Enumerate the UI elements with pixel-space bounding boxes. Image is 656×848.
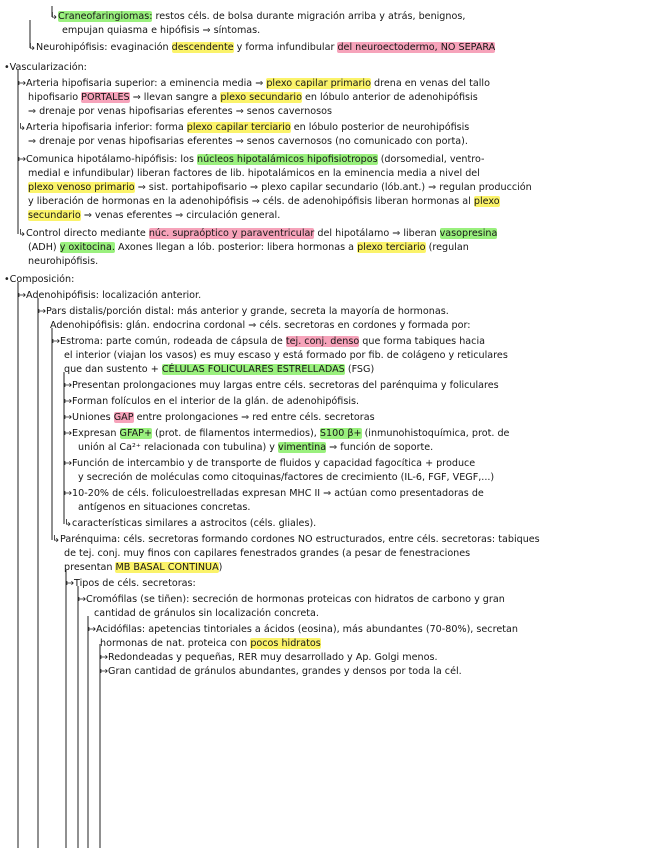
note-text: en lóbulo posterior de neurohipófisis bbox=[290, 122, 470, 133]
note-text: Forman folículos en el interior de la glán. de adenohipófisis. bbox=[72, 396, 360, 407]
note-text: ⇒ función de soporte. bbox=[326, 442, 434, 453]
note-line bbox=[0, 651, 652, 665]
note-line bbox=[0, 91, 652, 105]
bullet-arrow-icon: ↦ bbox=[18, 154, 27, 165]
bullet-arrow-icon: ↦ bbox=[100, 652, 109, 663]
note-line bbox=[0, 135, 652, 149]
note-text: (dorsomedial, ventro- bbox=[377, 154, 485, 165]
note-text: (ADH) bbox=[28, 242, 60, 253]
highlighted-term: núc. supraóptico y paraventricular bbox=[148, 228, 315, 239]
note-line bbox=[0, 577, 652, 591]
highlighted-term: plexo terciario bbox=[357, 242, 426, 253]
bullet-arrow-icon: ↦ bbox=[100, 666, 109, 677]
note-line bbox=[0, 427, 652, 441]
highlighted-term: S100 β+ bbox=[319, 428, 362, 439]
bullet-arrow-icon: ↦ bbox=[64, 396, 73, 407]
note-line bbox=[0, 665, 652, 679]
note-line bbox=[0, 471, 652, 485]
note-line bbox=[0, 153, 652, 167]
note-text: Neurohipófisis: evaginación bbox=[36, 42, 172, 53]
note-line bbox=[0, 607, 652, 621]
note-line bbox=[0, 623, 652, 637]
note-line bbox=[0, 61, 652, 75]
note-text: características similares a astrocitos (céls. gliales). bbox=[72, 518, 317, 529]
note-text: Composición: bbox=[9, 274, 75, 285]
note-line bbox=[0, 181, 652, 195]
note-line bbox=[0, 77, 652, 91]
note-text: el interior (viajan los vasos) es muy escaso y está formado por fib. de colágeno y reticulares bbox=[64, 350, 508, 361]
note-line bbox=[0, 561, 652, 575]
highlighted-term: secundario bbox=[28, 210, 81, 221]
highlighted-term: MB BASAL CONTINUA bbox=[115, 562, 219, 573]
note-text: Adenohipófisis: localización anterior. bbox=[26, 290, 202, 301]
note-text: Cromófilas (se tiñen): secreción de hormonas proteicas con hidratos de carbono y gran bbox=[86, 594, 505, 605]
note-text: Parénquima: céls. secretoras formando cordones NO estructurados, entre céls. secretoras: tabiques bbox=[60, 534, 540, 545]
note-line bbox=[0, 335, 652, 349]
highlighted-term: del neuroectodermo, NO SEPARA bbox=[337, 42, 496, 53]
note-line bbox=[0, 517, 652, 531]
note-text: (regulan bbox=[425, 242, 469, 253]
note-line bbox=[0, 319, 652, 333]
note-text: (prot. de filamentos intermedios), bbox=[152, 428, 320, 439]
note-text: Redondeadas y pequeñas, RER muy desarrollado y Ap. Golgi menos. bbox=[108, 652, 438, 663]
note-text: Adenohipófisis: glán. endocrina cordonal ⇒ céls. secretoras en cordones y formada por: bbox=[50, 320, 471, 331]
note-line bbox=[0, 241, 652, 255]
note-text: neurohipófisis. bbox=[28, 256, 99, 267]
note-text: Uniones bbox=[72, 412, 114, 423]
note-line bbox=[0, 547, 652, 561]
highlighted-term: plexo venoso primario bbox=[28, 182, 135, 193]
note-line bbox=[0, 121, 652, 135]
note-text: ⇒ drenaje por venas hipofisarias eferentes ⇒ senos cavernosos (no comunicado con porta). bbox=[28, 136, 468, 147]
bullet-arrow-icon: ↳ bbox=[18, 122, 27, 133]
bullet-arrow-icon: ↳ bbox=[64, 518, 73, 529]
note-text: (FSG) bbox=[344, 364, 375, 375]
note-text: Estroma: parte común, rodeada de cápsula de bbox=[60, 336, 286, 347]
highlighted-term: vimentina bbox=[278, 442, 327, 453]
note-line bbox=[0, 289, 652, 303]
note-text: entre prolongaciones ⇒ red entre céls. secretoras bbox=[133, 412, 375, 423]
note-line bbox=[0, 105, 652, 119]
highlighted-term: núcleos hipotalámicos hipofisiotropos bbox=[197, 154, 378, 165]
note-text: y secreción de moléculas como citoquinas/factores de crecimiento (IL-6, FGF, VEGF,...) bbox=[78, 472, 495, 483]
note-line bbox=[0, 227, 652, 241]
note-text: empujan quiasma e hipófisis ⇒ síntomas. bbox=[62, 25, 261, 36]
note-text: Axones llegan a lób. posterior: libera hormonas a bbox=[114, 242, 358, 253]
note-text: Comunica hipotálamo-hipófisis: los bbox=[26, 154, 198, 165]
highlighted-term: plexo bbox=[473, 196, 500, 207]
note-line bbox=[0, 10, 652, 24]
bullet-arrow-icon: ↳ bbox=[52, 534, 61, 545]
bullet-arrow-icon: ↦ bbox=[64, 428, 73, 439]
note-text: Gran cantidad de gránulos abundantes, grandes y densos por toda la cél. bbox=[108, 666, 462, 677]
note-text: (inmunohistoquímica, prot. de bbox=[361, 428, 510, 439]
note-line bbox=[0, 395, 652, 409]
highlighted-term: GFAP+ bbox=[119, 428, 152, 439]
note-text: restos céls. de bolsa durante migración arriba y atrás, benignos, bbox=[152, 11, 466, 22]
note-line bbox=[0, 637, 652, 651]
note-text: Vascularización: bbox=[9, 62, 87, 73]
bullet-arrow-icon: ↦ bbox=[38, 306, 47, 317]
note-line bbox=[0, 441, 652, 455]
note-text: de tej. conj. muy finos con capilares fenestrados grandes (a pesar de fenestraciones bbox=[64, 548, 471, 559]
note-line bbox=[0, 501, 652, 515]
note-line bbox=[0, 167, 652, 181]
note-line bbox=[0, 411, 652, 425]
note-text: Control directo mediante bbox=[26, 228, 149, 239]
highlighted-term: descendente bbox=[171, 42, 234, 53]
highlighted-term: plexo capilar terciario bbox=[186, 122, 291, 133]
bullet-arrow-icon: • bbox=[4, 274, 10, 285]
bullet-arrow-icon: ↳ bbox=[18, 228, 27, 239]
note-text: unión al Ca²⁺ relacionada con tubulina) y bbox=[78, 442, 279, 453]
note-text: en lóbulo anterior de adenohipófisis bbox=[301, 92, 478, 103]
note-text: presentan bbox=[64, 562, 116, 573]
note-text: del hipotálamo ⇒ liberan bbox=[314, 228, 440, 239]
bullet-arrow-icon: ↦ bbox=[66, 578, 75, 589]
highlighted-term: GAP bbox=[113, 412, 134, 423]
note-line bbox=[0, 195, 652, 209]
bullet-arrow-icon: • bbox=[4, 62, 10, 73]
highlighted-term: plexo secundario bbox=[220, 92, 302, 103]
highlighted-term: pocos hidratos bbox=[250, 638, 321, 649]
note-text: antígenos en situaciones concretas. bbox=[78, 502, 251, 513]
note-line bbox=[0, 593, 652, 607]
highlighted-term: Craneofaringiomas: bbox=[58, 11, 153, 22]
bullet-arrow-icon: ↦ bbox=[64, 380, 73, 391]
note-text: ⇒ venas eferentes ⇒ circulación general. bbox=[80, 210, 281, 221]
note-text: drena en venas del tallo bbox=[370, 78, 490, 89]
note-text: que forma tabiques hacia bbox=[359, 336, 485, 347]
bullet-arrow-icon: ↦ bbox=[88, 624, 97, 635]
note-text: y forma infundibular bbox=[233, 42, 338, 53]
bullet-arrow-icon: ↦ bbox=[52, 336, 61, 347]
note-line bbox=[0, 209, 652, 223]
highlighted-term: plexo capilar primario bbox=[266, 78, 371, 89]
note-text: Tipos de céls. secretoras: bbox=[74, 578, 196, 589]
note-text: Presentan prolongaciones muy largas entre céls. secretoras del parénquima y foliculares bbox=[72, 380, 499, 391]
bullet-arrow-icon: ↳ bbox=[50, 11, 59, 22]
bullet-arrow-icon: ↦ bbox=[64, 458, 73, 469]
highlighted-term: vasopresina bbox=[439, 228, 498, 239]
note-text: hormonas de nat. proteica con bbox=[100, 638, 251, 649]
note-line bbox=[0, 487, 652, 501]
note-line bbox=[0, 379, 652, 393]
note-text: ⇒ llevan sangre a bbox=[129, 92, 221, 103]
bullet-arrow-icon: ↳ bbox=[28, 42, 37, 53]
note-text: hipofisario bbox=[28, 92, 82, 103]
note-line bbox=[0, 457, 652, 471]
note-text: ⇒ sist. portahipofisario ⇒ plexo capilar secundario (lób.ant.) ⇒ regulan producción bbox=[134, 182, 532, 193]
note-line bbox=[0, 305, 652, 319]
highlighted-term: tej. conj. denso bbox=[285, 336, 360, 347]
note-text: que dan sustento + bbox=[64, 364, 162, 375]
bullet-arrow-icon: ↦ bbox=[78, 594, 87, 605]
note-text: Arteria hipofisaria inferior: forma bbox=[26, 122, 187, 133]
highlighted-term: CÉLULAS FOLICULARES ESTRELLADAS bbox=[161, 364, 345, 375]
note-line bbox=[0, 363, 652, 377]
note-text: Pars distalis/porción distal: más anterior y grande, secreta la mayoría de hormonas. bbox=[46, 306, 449, 317]
highlighted-term: y oxitocina. bbox=[59, 242, 115, 253]
note-line bbox=[0, 24, 652, 38]
note-text: medial e infundibular) liberan factores de lib. hipotalámicos en la eminencia media a nivel del bbox=[28, 168, 480, 179]
note-text: Arteria hipofisaria superior: a eminencia media ⇒ bbox=[26, 78, 267, 89]
bullet-arrow-icon: ↦ bbox=[64, 488, 73, 499]
note-line bbox=[0, 349, 652, 363]
note-line bbox=[0, 255, 652, 269]
note-text: 10-20% de céls. foliculoestrelladas expresan MHC II ⇒ actúan como presentadoras de bbox=[72, 488, 484, 499]
note-text: Acidófilas: apetencias tintoriales a ácidos (eosina), más abundantes (70-80%), secretan bbox=[96, 624, 518, 635]
note-text: Función de intercambio y de transporte de fluidos y capacidad fagocítica + produce bbox=[72, 458, 476, 469]
note-text: y liberación de hormonas en la adenohipófisis ⇒ céls. de adenohipófisis liberan hormonas al bbox=[28, 196, 474, 207]
note-text: ⇒ drenaje por venas hipofisarias eferentes ⇒ senos cavernosos bbox=[28, 106, 333, 117]
bullet-arrow-icon: ↦ bbox=[18, 78, 27, 89]
bullet-arrow-icon: ↦ bbox=[18, 290, 27, 301]
bullet-arrow-icon: ↦ bbox=[64, 412, 73, 423]
note-text: cantidad de gránulos sin localización concreta. bbox=[94, 608, 319, 619]
note-text: ) bbox=[218, 562, 223, 573]
note-line bbox=[0, 41, 652, 55]
note-line bbox=[0, 533, 652, 547]
note-text: Expresan bbox=[72, 428, 120, 439]
highlighted-term: PORTALES bbox=[81, 92, 130, 103]
note-line bbox=[0, 273, 652, 287]
